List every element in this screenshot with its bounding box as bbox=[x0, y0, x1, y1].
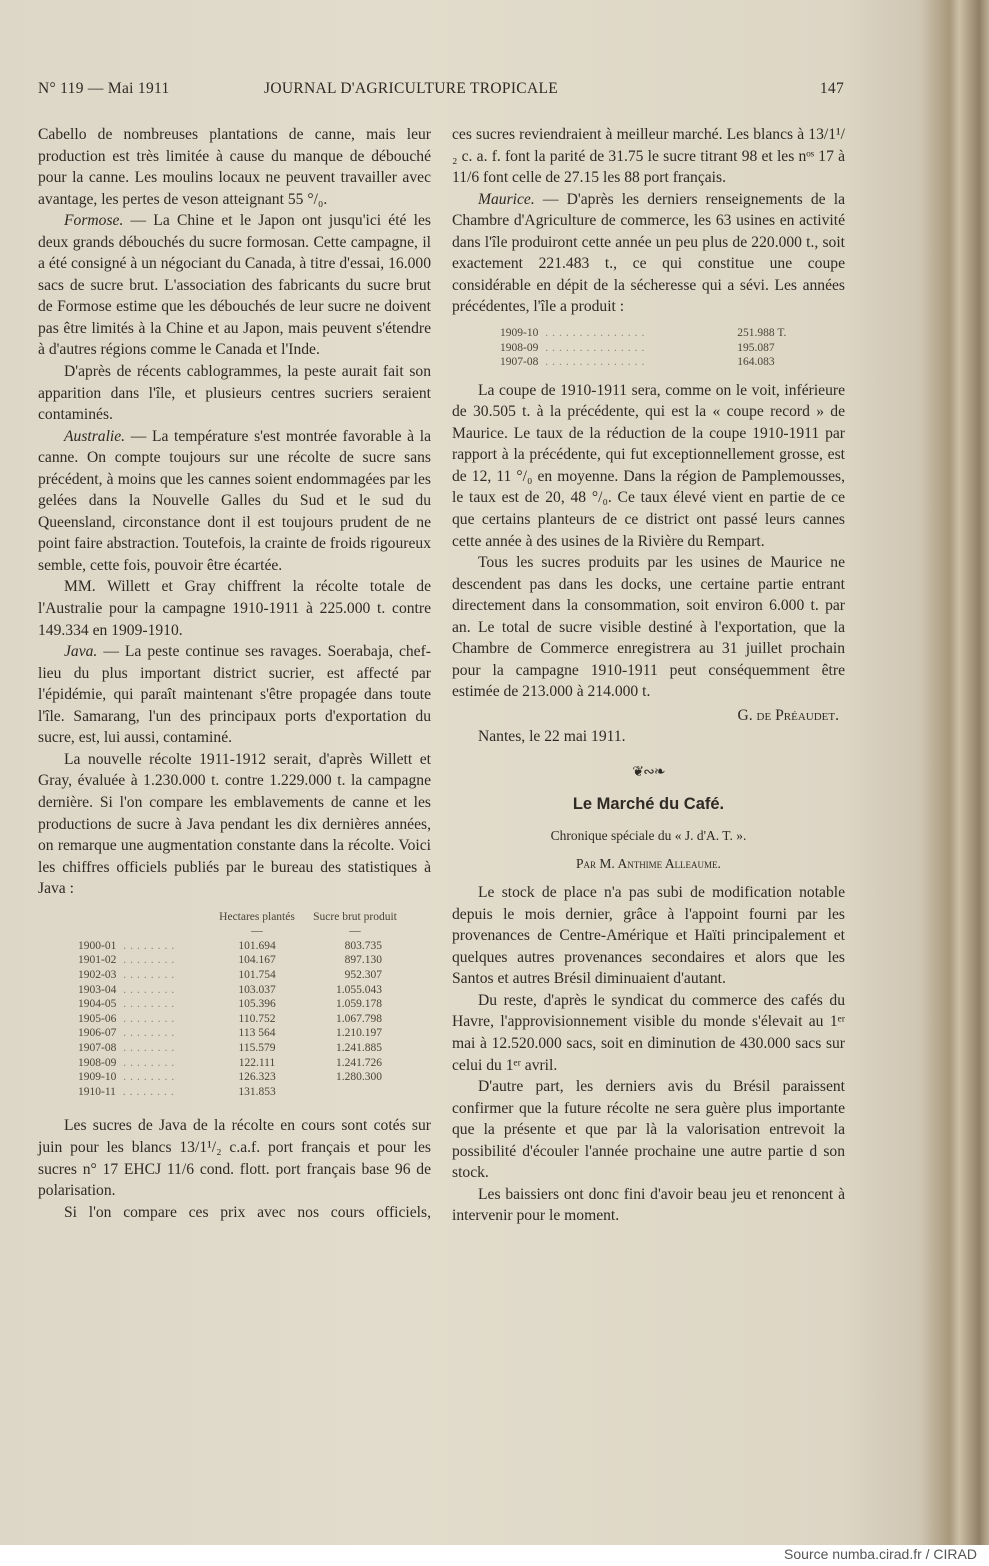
journal-title: JOURNAL D'AGRICULTURE TROPICALE bbox=[264, 80, 558, 97]
paragraph: Cabello de nombreuses plantations de canne, mais leur production est très limitée à cause du manque de débouché pour la canne. Les moulins locaux ne peuvent travailler avec avantage, les pertes de veson atteignant 55 °/₀. bbox=[38, 126, 431, 208]
cell-hectares: 104.167 bbox=[238, 954, 276, 967]
cell-sucre: 952.307 bbox=[344, 969, 382, 982]
dash: — bbox=[349, 925, 361, 938]
cell-sucre: 1.210.197 bbox=[336, 1027, 382, 1040]
cell bbox=[74, 997, 208, 1012]
leader-dots: ........ bbox=[116, 1012, 179, 1025]
cell-year: 1910-11 bbox=[78, 1085, 116, 1098]
leader-dots: ........ bbox=[116, 1071, 179, 1084]
paragraph: D'après de récents cablogrammes, la peste aurait fait son apparition dans l'île, et plusieurs centres sucriers seraient contaminés. bbox=[38, 363, 431, 424]
cell bbox=[74, 1056, 208, 1071]
cell-sucre: 1.241.885 bbox=[336, 1042, 382, 1055]
cell-tonnage: 251.988 T. bbox=[737, 326, 787, 339]
paragraph: Les sucres de Java de la récolte en cours sont cotés sur juin pour les blancs 13/1¹/₂ c.a.f. port français et pour les sucres n° 17 EHCJ 11/6 cond. flott. port français base 96 de polarisation. bbox=[38, 1117, 431, 1200]
cell bbox=[74, 1070, 208, 1085]
paragraph-formose bbox=[38, 210, 431, 361]
leader-dots: ........ bbox=[116, 954, 179, 967]
cell-hectares: 101.754 bbox=[238, 969, 276, 982]
leader-dots: ........ bbox=[116, 1056, 179, 1069]
author-byline: Par M. Anthime Alleaume. bbox=[576, 855, 721, 871]
leader-dots: ........ bbox=[116, 1027, 179, 1040]
col-header-hectares: Hectares plantés bbox=[219, 910, 295, 923]
section-title: Le Marché du Café. bbox=[572, 794, 725, 813]
cell-sucre: 1.241.726 bbox=[336, 1056, 382, 1069]
right-column bbox=[452, 124, 845, 1227]
paragraph: Tous les sucres produits par les usines de Maurice ne descendent pas dans les docks, une certaine partie entrant directement dans la consommation, soit environ 6.000 t. par an. Le total de sucre visible destiné à l'exportation, que la Chambre de Commerce enregistrera au 31 juillet prochain pour la campagne 1910-1911 peut conséquemment être estimée de 213.000 à 214.000 t. bbox=[452, 554, 845, 701]
paragraph-text: — D'après les derniers renseignements de la Chambre d'Agriculture de commerce, les 63 usines en activité dans l'île produiront cette année un peu plus de 220.000 t., soit exactement 221.483 t., ce qui constitue une coupe considérable en dépit de la sécheresse qui a sévi. Les années précédentes, l'île a produit : bbox=[452, 190, 845, 316]
table-row bbox=[74, 968, 404, 983]
cell bbox=[498, 341, 735, 356]
paragraph-text: — La température s'est montrée favorable à la canne. On compte toujours sur une récolte de sucre sans précédent, à moins que les cannes soient endommagées par les gelées dans la Nouvelle Galles du Sud et le sud du Queensland, circonstance dont il est toujours prudent de ne point faire abstraction. Toutefois, la crainte de froids rigoureux semble, cette fois, pouvoir être écartée. bbox=[38, 427, 431, 574]
table-row bbox=[74, 1041, 404, 1056]
cell-tonnage: 195.087 bbox=[737, 341, 775, 354]
table-row bbox=[74, 1056, 404, 1071]
table-row bbox=[74, 953, 404, 968]
cell bbox=[74, 953, 208, 968]
paragraph-australie bbox=[38, 426, 431, 577]
table-row bbox=[74, 1026, 404, 1041]
cell-hectares: 105.396 bbox=[238, 998, 276, 1011]
cell-hectares: 115.579 bbox=[238, 1042, 276, 1055]
leader-dots: ........ bbox=[116, 969, 179, 982]
page-number: 147 bbox=[819, 80, 844, 97]
ornament-divider: ❦∾❧ bbox=[632, 765, 665, 780]
paragraph-maurice bbox=[452, 189, 845, 318]
cell bbox=[74, 1012, 208, 1027]
paragraph: Du reste, d'après le syndicat du commerce des cafés du Havre, l'approvisionnement visible du monde s'élevait au 1ᵉʳ mai à 12.520.000 sacs, soit en diminution de 430.000 sacs sur celui du 1ᵉʳ avril. bbox=[452, 991, 845, 1074]
col-header-sucre: Sucre brut produit bbox=[313, 910, 397, 923]
cell-year: 1908-09 bbox=[78, 1056, 117, 1069]
source-footer bbox=[0, 1545, 989, 1566]
leader-dots: ........ bbox=[116, 998, 179, 1011]
leader-dots: ........ bbox=[116, 983, 179, 996]
paragraph: Les baissiers ont donc fini d'avoir beau jeu et renoncent à intervenir pour le moment. bbox=[452, 1185, 845, 1225]
paragraph: La nouvelle récolte 1911-1912 serait, d'après Willett et Gray, évaluée à 1.230.000 t. contre 1.229.000 t. la campagne dernière. Si l'on compare les emblavements de canne et les productions de sucre à Java pendant les dix dernières années, on remarque une augmentation constante dans la récolte. Voici les chiffres officiels publiés par le bureau des statistiques à Java : bbox=[38, 750, 431, 898]
paragraph: ces sucres reviendraient à meilleur marché. Les blancs à 13/1¹/₂ c. a. f. font la parité de 31.75 le sucre titrant 98 et les nᵒˢ 17 à 11/6 font celle de 27.15 les 88 port français. bbox=[452, 126, 845, 187]
cell-year: 1902-03 bbox=[78, 969, 117, 982]
dash: — bbox=[251, 925, 263, 938]
cell-hectares: 101.694 bbox=[238, 939, 276, 952]
cell-year: 1909-10 bbox=[78, 1071, 117, 1084]
cell-year: 1907-08 bbox=[500, 356, 539, 369]
signature: G. de Préaudet. bbox=[737, 706, 839, 724]
section-lead: Formose. bbox=[64, 212, 124, 230]
cell-hectares: 131.853 bbox=[238, 1085, 276, 1098]
paragraph-text: — La Chine et le Japon ont jusqu'ici été les deux grands débouchés du sucre formosan. Cette campagne, il a été consigné à un négociant du Canada, à titre d'essai, 16.000 sacs de sucre brut. L'association des fabricants du sucre brut de Formose estime que les débouchés de leur sucre ne doivent pas être limités à la Chine et au Japon, mais peuvent s'étendre à d'autres régions comme le Canada et l'Inde. bbox=[38, 212, 431, 359]
cell-year: 1909-10 bbox=[500, 326, 539, 339]
blank-header bbox=[74, 910, 208, 925]
paragraph: Le stock de place n'a pas subi de modification notable depuis le mois dernier, grâce à l'appoint fourni par les provenances de Centre-Amérique et Haïti principalement et quelques autres provenances secondaires et alors que les Santos et autres Brésil diminuaient d'autant. bbox=[452, 884, 845, 988]
leader-dots: ........ bbox=[116, 1042, 179, 1055]
section-lead: Maurice. bbox=[478, 190, 535, 208]
cell-hectares: 113 564 bbox=[238, 1027, 276, 1040]
paragraph: La coupe de 1910-1911 sera, comme on le voit, inférieure de 30.505 t. à la précédente, qui est la « coupe record » de Maurice. Le taux de la réduction de la coupe 1910-1911 par rapport à la précédente, qui fut exceptionnellement grosse, est de 12, 11 °/₀ en moyenne. Dans la région de Pamplemousses, le taux est de 20, 48 °/₀. Ce taux élevé vient en partie de ce que certains planteurs de ce district ont passé leurs cannes cette année à des usines de la Rivière du Rempart. bbox=[452, 381, 845, 550]
cell-sucre: 1.280.300 bbox=[336, 1071, 382, 1084]
cell bbox=[74, 1026, 208, 1041]
cell-sucre: 1.067.798 bbox=[336, 1012, 382, 1025]
cell-year: 1904-05 bbox=[78, 998, 117, 1011]
leader-dots: ........ bbox=[116, 939, 179, 952]
cell bbox=[498, 355, 735, 370]
cell-year: 1900-01 bbox=[78, 939, 117, 952]
cell bbox=[74, 1041, 208, 1056]
source-credit: Source numba.cirad.fr / CIRAD bbox=[784, 1546, 977, 1562]
cell-year: 1908-09 bbox=[500, 341, 539, 354]
cell-year: 1901-02 bbox=[78, 954, 117, 967]
leader-dots: ............... bbox=[538, 341, 649, 354]
cell bbox=[74, 1085, 208, 1100]
paragraph: MM. Willett et Gray chiffrent la récolte totale de l'Australie pour la campagne 1910-1911 à 225.000 t. contre 149.334 en 1909-1910. bbox=[38, 578, 431, 639]
leader-dots: ............... bbox=[538, 326, 649, 339]
cell-sucre: 803.735 bbox=[344, 939, 382, 952]
maurice-production-table bbox=[498, 326, 818, 370]
left-column bbox=[38, 124, 431, 1223]
cell-hectares: 122.111 bbox=[238, 1056, 276, 1069]
cell-sucre: 1.059.178 bbox=[336, 998, 382, 1011]
table-row bbox=[498, 355, 818, 370]
table-row bbox=[74, 1070, 404, 1085]
cell-sucre: 897.130 bbox=[344, 954, 382, 967]
cell bbox=[74, 983, 208, 998]
running-header bbox=[38, 80, 844, 104]
table-row bbox=[74, 1085, 404, 1100]
paragraph-java bbox=[38, 641, 431, 749]
leader-dots: ........ bbox=[115, 1085, 178, 1098]
section-lead: Australie. bbox=[64, 427, 126, 445]
paragraph: D'autre part, les derniers avis du Brésil paraissent confirmer que la future récolte ne sera guère plus importante que la présente et que par là la valorisation entrevoit la possibilité d'écouler l'année prochaine une autre partie d son stock. bbox=[452, 1078, 845, 1182]
cell-hectares: 103.037 bbox=[238, 983, 276, 996]
cell-year: 1903-04 bbox=[78, 983, 117, 996]
table-row bbox=[74, 1012, 404, 1027]
table-row bbox=[498, 341, 818, 356]
issue-number: N° 119 — Mai 1911 bbox=[38, 80, 170, 97]
cell-hectares: 110.752 bbox=[238, 1012, 276, 1025]
cell-year: 1906-07 bbox=[78, 1027, 117, 1040]
cell-year: 1907-08 bbox=[78, 1042, 117, 1055]
cell bbox=[74, 939, 208, 954]
table-row bbox=[74, 997, 404, 1012]
paragraph-text: — La peste continue ses ravages. Soerabaja, chef-lieu du plus important district sucrier, est affecté par l'épidémie, qui paraît maintenant s'être propagée dans toute l'île. Samarang, l'un des principaux ports d'exportation du sucre, est, lui aussi, contaminé. bbox=[38, 643, 431, 747]
place-date: Nantes, le 22 mai 1911. bbox=[478, 728, 626, 746]
cell-tonnage: 164.083 bbox=[737, 356, 775, 369]
cell bbox=[498, 326, 735, 341]
paragraph: Si l'on compare ces prix avec nos cours officiels, bbox=[64, 1203, 431, 1221]
cell-sucre bbox=[306, 1085, 404, 1100]
leader-dots: ............... bbox=[538, 356, 649, 369]
section-lead: Java. bbox=[64, 643, 98, 661]
cell-hectares: 126.323 bbox=[238, 1071, 276, 1084]
table-row bbox=[74, 939, 404, 954]
cell bbox=[74, 968, 208, 983]
cell-sucre: 1.055.043 bbox=[336, 983, 382, 996]
cell-year: 1905-06 bbox=[78, 1012, 117, 1025]
table-row bbox=[498, 326, 818, 341]
chronicle-subtitle: Chronique spéciale du « J. d'A. T. ». bbox=[550, 828, 747, 844]
table-row bbox=[74, 983, 404, 998]
blank-header bbox=[74, 924, 208, 939]
java-statistics-table bbox=[74, 910, 404, 1100]
